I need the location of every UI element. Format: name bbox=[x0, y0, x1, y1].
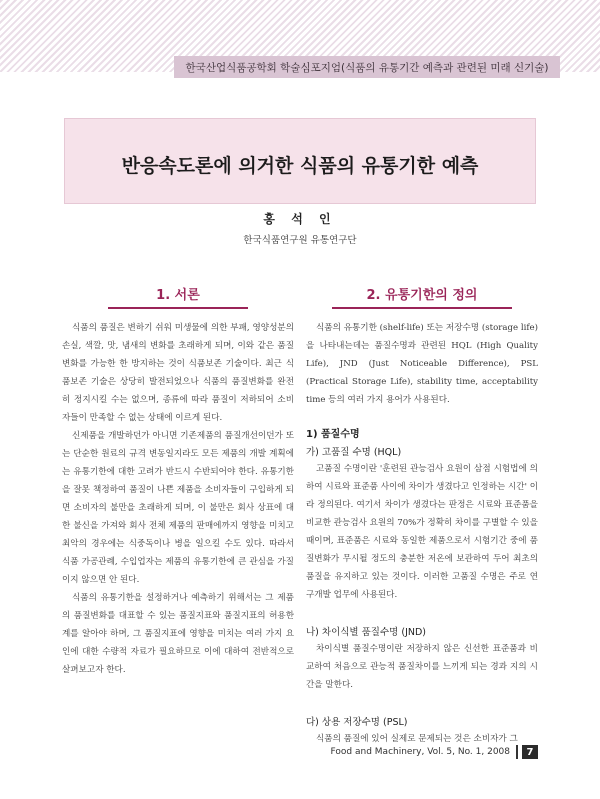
author-affiliation: 한국식품연구원 유통연구단 bbox=[243, 235, 357, 246]
author-name: 홍 석 인 bbox=[263, 212, 337, 226]
section-heading-underline bbox=[108, 307, 248, 309]
page-number: 7 bbox=[522, 745, 538, 759]
section-heading-text: 1. 서론 bbox=[156, 288, 200, 303]
subsection-heading: 1) 품질수명 bbox=[306, 429, 360, 440]
section-heading-underline bbox=[332, 307, 512, 309]
section-heading-introduction bbox=[62, 284, 294, 309]
running-header bbox=[174, 56, 560, 78]
paragraph: 식품의 유통기한 (shelf-life) 또는 저장수명 (storage life)을 나타내는데는 품질수명과 관련된 HQL (High Quality Life), JND (Just Noticeable Difference), PSL (Practical Storage Life), stability time, acceptability time 등의 여러 가지 용어가 사용된다. bbox=[306, 323, 538, 405]
article-title: 반응속도론에 의거한 식품의 유통기한 예측 bbox=[121, 154, 479, 177]
paragraph: 식품의 품질은 변하기 쉬워 미생물에 의한 부패, 영양성분의 손실, 색깔, 맛, 냄새의 변화를 초래하게 되며, 이와 같은 품질변화를 가능한 한 방지하는 것이 식품보존 기술이다. 최근 식품보존 기술은 상당히 발전되었으나 식품의 품질변화를 완전히 정지시킬 수는 없으며, 종류에 따라 품질이 저하되어 소비자들이 만족할 수 없는 상태에 이르게 된다. bbox=[62, 323, 294, 423]
paragraph: 식품의 품질에 있어 실제로 문제되는 것은 소비자가 그 bbox=[316, 734, 518, 744]
item-heading: 나) 차이식별 품질수명 (JND) bbox=[306, 627, 426, 638]
paragraph: 차이식별 품질수명이란 저장하지 않은 신선한 표준품과 비교하여 처음으로 관능적 품질차이를 느끼게 되는 경과 지의 시간을 말한다. bbox=[306, 644, 538, 690]
section-heading-definition bbox=[306, 284, 538, 309]
right-column bbox=[306, 284, 538, 748]
running-header-text: 한국산업식품공학회 학술심포지엄(식품의 유통기간 예측과 관련된 미래 신기술) bbox=[185, 61, 549, 74]
paragraph: 식품의 유통기한을 설정하거나 예측하기 위해서는 그 제품의 품질변화를 대표할 수 있는 품질지표와 품질지표의 허용한계를 알아야 하며, 그 품질지표에 영향을 미치는 여러 가지 요인에 대한 수량적 자료가 필요하므로 이에 대하여 전반적으로 살펴보고자 한다. bbox=[62, 593, 294, 675]
paragraph: 고품질 수명이란 '훈련된 관능검사 요원이 삼점 시험법에 의하여 시료와 표준품 사이에 차이가 생겼다고 인정하는 시간' 이라 정의된다. 여기서 차이가 생겼다는 판정은 시료와 표준품을 비교한 관능검사 요원의 70%가 정확히 차이를 구별할 수 있을 때이며, 표준품은 시료와 동일한 제품으로서 시험기간 중에 품질변화가 무시될 정도의 충분한 저온에 보관하여 두어 최초의 품질을 유지하고 있는 것이다. 이러한 고품질 수명은 주로 연구개발 업무에 사용된다. bbox=[306, 464, 538, 600]
paragraph: 신제품을 개발하던가 아니면 기존제품의 품질개선이던가 또는 단순한 원료의 규격 변동일지라도 모든 제품의 개발 계획에는 유통기한에 대한 고려가 반드시 수반되어야 한다. 유통기한을 잘못 책정하여 품질이 나쁜 제품을 소비자들이 구입하게 되면 소비자의 불만을 초래하게 되며, 이 불만은 회사 상표에 대한 불신을 가져와 회사 전체 제품의 판매에까지 영향을 미치고 최악의 경우에는 식중독이나 병을 일으킬 수도 있다. 따라서 식품 가공관례, 수입업자는 제품의 유통기한에 큰 관심을 가질이지 않으면 안 된다. bbox=[62, 431, 294, 585]
journal-citation: Food and Machinery, Vol. 5, No. 1, 2008 bbox=[330, 747, 510, 757]
page-footer bbox=[331, 745, 538, 759]
title-box bbox=[64, 118, 536, 204]
footer-divider bbox=[516, 745, 518, 759]
item-heading: 다) 상용 저장수명 (PSL) bbox=[306, 717, 408, 728]
section-heading-text: 2. 유통기한의 정의 bbox=[366, 288, 478, 303]
left-column bbox=[62, 284, 294, 679]
item-heading: 가) 고품질 수명 (HQL) bbox=[306, 447, 402, 458]
